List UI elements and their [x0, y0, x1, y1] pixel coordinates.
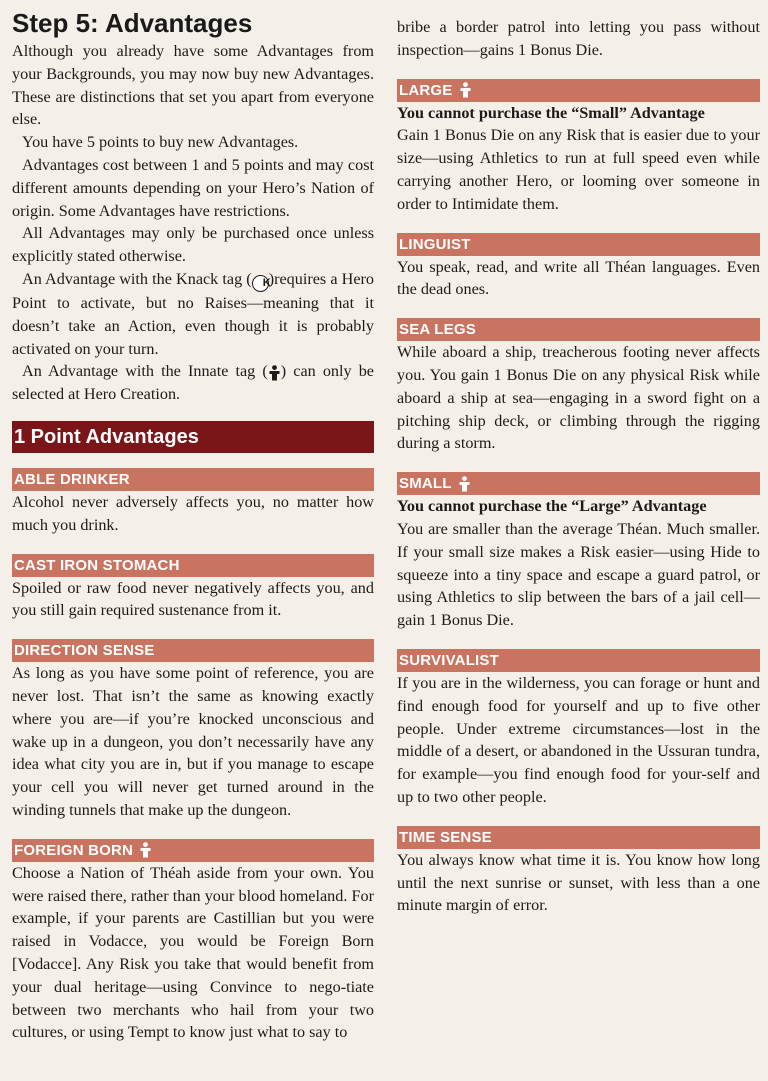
advantage-name: SEA LEGS [399, 321, 476, 339]
knack-k-icon: K [252, 275, 269, 292]
innate-text-post: ) can only be selected at Hero Creation. [12, 362, 374, 404]
innate-person-icon [458, 476, 471, 492]
advantage-title [397, 826, 760, 849]
innate-person-icon [139, 842, 152, 858]
continued-text: bribe a border patrol into letting you pass without inspection—gains 1 Bonus Die. [397, 18, 760, 59]
advantage-title [12, 639, 374, 662]
advantage-text: Spoiled or raw food never negatively affects you, and you still gain required sustenance from it. [12, 578, 374, 620]
advantage-title [12, 554, 374, 577]
advantage-name: LINGUIST [399, 235, 471, 253]
advantage-name: LARGE [399, 81, 453, 99]
advantage-cast-iron-stomach [12, 554, 374, 623]
advantage-text: You speak, read, and write all Théan languages. Even the dead ones. [397, 257, 760, 299]
advantage-text: Gain 1 Bonus Die on any Risk that is easier due to your size—using Athletics to run at full speed even while carrying another Hero, or looming over someone in order to Intimidate them. [397, 126, 760, 213]
advantage-name: SURVIVALIST [399, 651, 499, 669]
advantage-text: Alcohol never adversely affects you, no matter how much you drink. [12, 492, 374, 534]
knack-text-pre: An Advantage with the Knack tag ( [22, 269, 252, 288]
advantage-text: You are smaller than the average Théan. Much smaller. If your small size makes a Risk easier—using Hide to squeeze into a tiny space and escape a guard patrol, or using Athletics to slip between the bars of a jail cell—gain 1 Bonus Die. [397, 519, 760, 630]
section-header-1-point: 1 Point Advantages [12, 421, 374, 453]
advantage-name: FOREIGN BORN [14, 841, 134, 859]
advantage-text: You always know what time it is. You know how long until the next sunrise or sunset, with less than a one minute margin of error. [397, 850, 760, 915]
advantage-large [397, 79, 760, 216]
advantage-title [397, 79, 760, 102]
advantage-text: While aboard a ship, treacherous footing never affects you. You gain 1 Bonus Die on any physical Risk while aboard a ship at sea—engaging in a sword fight on a pitching ship deck, or climbing through the rigging during a storm. [397, 343, 760, 453]
knack-paragraph [12, 268, 374, 360]
advantage-title [12, 839, 374, 862]
advantage-direction-sense [12, 639, 374, 822]
knack-text-post: )requires a Hero Point to activate, but no Raises—meaning that it doesn’t take an Action, even though it is probably activated on your turn. [12, 269, 374, 358]
advantage-linguist [397, 233, 760, 302]
advantage-name: ABLE DRINKER [14, 470, 130, 488]
advantage-restriction: You cannot purchase the “Small” Advantage [397, 103, 705, 122]
advantage-small [397, 472, 760, 632]
advantage-title [397, 233, 760, 256]
innate-text-pre: An Advantage with the Innate tag ( [22, 362, 268, 381]
advantage-sea-legs [397, 318, 760, 455]
intro-paragraph: Although you already have some Advantages from your Backgrounds, you may now buy new Advantages. These are distinctions that set you apart from everyone else. [12, 42, 374, 129]
advantage-name: SMALL [399, 475, 452, 493]
advantage-able-drinker [12, 468, 374, 537]
step-title: Step 5: Advantages [12, 8, 253, 38]
innate-person-icon [268, 365, 281, 381]
advantage-time-sense [397, 826, 760, 917]
points-paragraph: You have 5 points to buy new Advantages. [22, 133, 299, 152]
right-column [397, 16, 760, 917]
advantage-text: If you are in the wilderness, you can forage or hunt and find enough food for yourself and up to five other people. Under extreme circumstances—lost in the middle of a desert, or abandoned in the Ussuran tundra, for example—you find enough food for your-self and up to two other people. [397, 673, 760, 806]
advantage-title [397, 318, 760, 341]
advantage-title [397, 649, 760, 672]
advantage-name: CAST IRON STOMACH [14, 556, 180, 574]
cost-paragraph: Advantages cost between 1 and 5 points and may cost different amounts depending on your Hero’s Nation of origin. Some Advantages have restrictions. [12, 155, 374, 220]
innate-person-icon [459, 82, 472, 98]
advantage-foreign-born [12, 839, 374, 1044]
advantage-survivalist [397, 649, 760, 809]
advantage-text: Choose a Nation of Théah aside from your own. You were raised there, rather than your blood homeland. For example, if your parents are Castillian but you were raised in Vodacce, you would be Foreign Born [Vodacce]. Any Risk you take that would benefit from your dual heritage—using Convince to nego-tiate between two merchants who hail from your two cultures, or using Tempt to know just what to say to [12, 863, 374, 1042]
once-paragraph: All Advantages may only be purchased once unless explicitly stated otherwise. [12, 224, 374, 266]
advantage-restriction: You cannot purchase the “Large” Advantage [397, 497, 707, 516]
advantage-title [397, 472, 760, 495]
advantage-title [12, 468, 374, 491]
left-column [12, 0, 374, 1044]
innate-paragraph [12, 360, 374, 406]
advantage-text: As long as you have some point of reference, you are never lost. That isn’t the same as knowing exactly where you are—if you’re knocked unconscious and wake up in a dungeon, you don’t necessarily have any idea what city you are in, but if you manage to escape your cell you will never get turned around in the winding tunnels that make up the dungeon. [12, 664, 374, 819]
advantage-name: DIRECTION SENSE [14, 642, 155, 660]
advantage-name: TIME SENSE [399, 828, 492, 846]
